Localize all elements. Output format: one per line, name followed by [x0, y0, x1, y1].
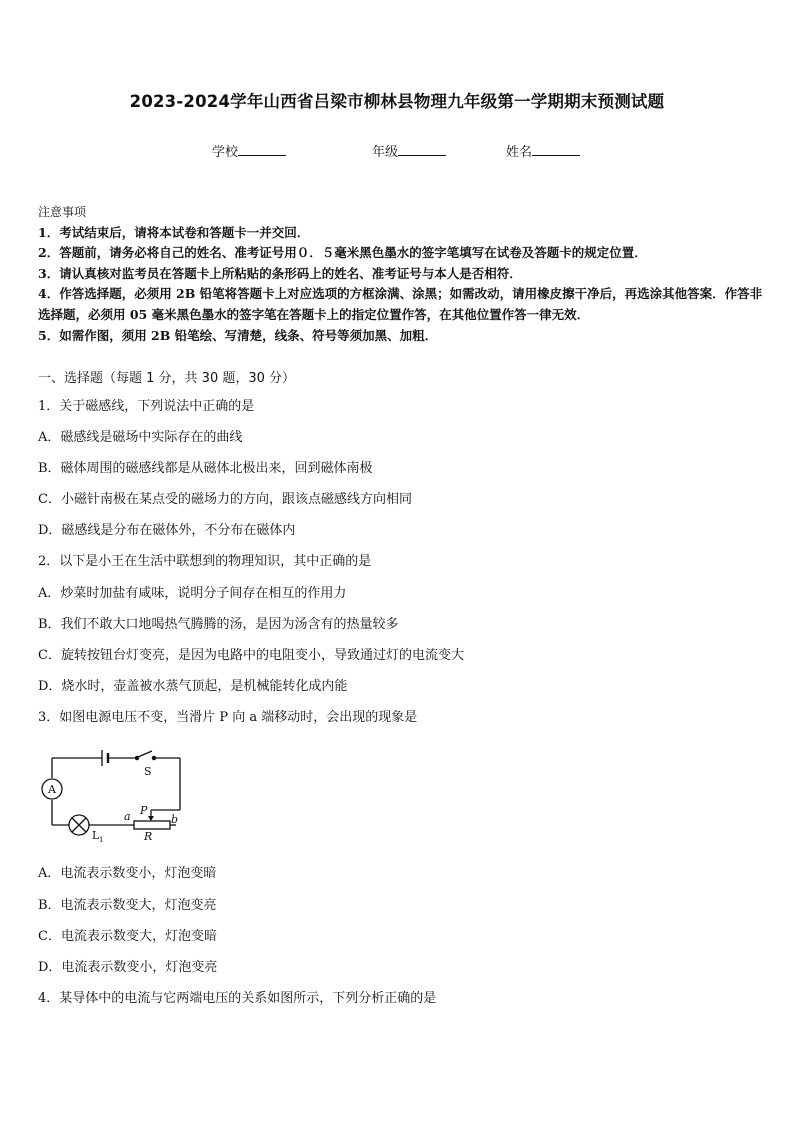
notice-item: 4．作答选择题，必须用 2B 铅笔将答题卡上对应选项的方框涂满、涂黑；如需改动，请用橡皮擦干净后，再选涂其他答案．作答非选择题，必须用 05 毫米黑色墨水的签字笔在答题卡上的指定位置作答，在其他位置作答一律无效．	[38, 286, 763, 322]
notice-heading: 注意事项	[38, 205, 87, 219]
option-a[interactable]: A．电流表示数变小，灯泡变暗	[38, 866, 217, 881]
lamp-subscript: 1	[99, 836, 104, 844]
option-b[interactable]: B．电流表示数变大，灯泡变亮	[38, 898, 217, 913]
resistor-label: R	[144, 830, 153, 843]
slider-label: P	[140, 804, 148, 817]
exam-title: 2023-2024学年山西省吕梁市柳林县物理九年级第一学期期末预测试题	[129, 92, 665, 111]
option-a[interactable]: A．炒菜时加盐有咸味，说明分子间存在相互的作用力	[38, 586, 347, 601]
option-c[interactable]: C．电流表示数变大，灯泡变暗	[38, 929, 217, 944]
grade-field	[372, 141, 446, 160]
option-b[interactable]: B．磁体周围的磁感线都是从磁体北极出来，回到磁体南极	[38, 461, 373, 476]
option-c[interactable]: C．小磁针南极在某点受的磁场力的方向，跟该点磁感线方向相同	[38, 492, 412, 507]
name-label: 姓名	[506, 145, 533, 160]
slider-arrow-icon	[148, 816, 154, 821]
notice-item: 3．请认真核对监考员在答题卡上所粘贴的条形码上的姓名、准考证号与本人是否相符．	[38, 265, 522, 281]
rheostat-icon	[134, 821, 170, 829]
option-c[interactable]: C．旋转按钮台灯变亮，是因为电路中的电阻变小，导致通过灯的电流变大	[38, 648, 464, 663]
question-stem: 4．某导体中的电流与它两端电压的关系如图所示，下列分析正确的是	[38, 991, 437, 1006]
section-title: 一、选择题（每题 1 分，共 30 题，30 分）	[38, 371, 296, 386]
circuit-diagram	[36, 740, 196, 850]
notice-item: 1．考试结束后，请将本试卷和答题卡一并交回．	[38, 224, 310, 240]
school-blank[interactable]	[238, 142, 286, 156]
notice-item: 2．答题前，请务必将自己的姓名、准考证号用０．５毫米黑色墨水的签字笔填写在试卷及答题卡的规定位置．	[38, 245, 647, 261]
name-field	[506, 141, 580, 160]
school-label: 学校	[212, 145, 239, 160]
question-stem: 2．以下是小王在生活中联想到的物理知识，其中正确的是	[38, 554, 372, 569]
end-b-label: b	[171, 813, 179, 826]
switch-blade	[138, 751, 152, 757]
lamp-label: L	[92, 829, 100, 842]
option-b[interactable]: B．我们不敢大口地喝热气腾腾的汤，是因为汤含有的热量较多	[38, 617, 399, 632]
grade-blank[interactable]	[398, 142, 446, 156]
ammeter-label: A	[48, 783, 56, 796]
option-a[interactable]: A．磁感线是磁场中实际存在的曲线	[38, 430, 243, 445]
option-d[interactable]: D．磁感线是分布在磁体外，不分布在磁体内	[38, 523, 296, 538]
name-blank[interactable]	[532, 142, 580, 156]
option-d[interactable]: D．电流表示数变小，灯泡变亮	[38, 960, 218, 975]
question-stem: 1．关于磁感线，下列说法中正确的是	[38, 399, 255, 414]
school-field	[212, 141, 286, 160]
question-stem: 3．如图电源电压不变，当滑片 P 向 a 端移动时，会出现的现象是	[38, 710, 418, 725]
end-a-label: a	[124, 810, 131, 823]
grade-label: 年级	[372, 145, 399, 160]
notice-item: 5．如需作图，须用 2B 铅笔绘、写清楚，线条、符号等须加黑、加粗．	[38, 327, 438, 343]
option-d[interactable]: D．烧水时，壶盖被水蒸气顶起，是机械能转化成内能	[38, 679, 348, 694]
switch-label: S	[144, 765, 152, 778]
notice-block	[38, 202, 763, 346]
